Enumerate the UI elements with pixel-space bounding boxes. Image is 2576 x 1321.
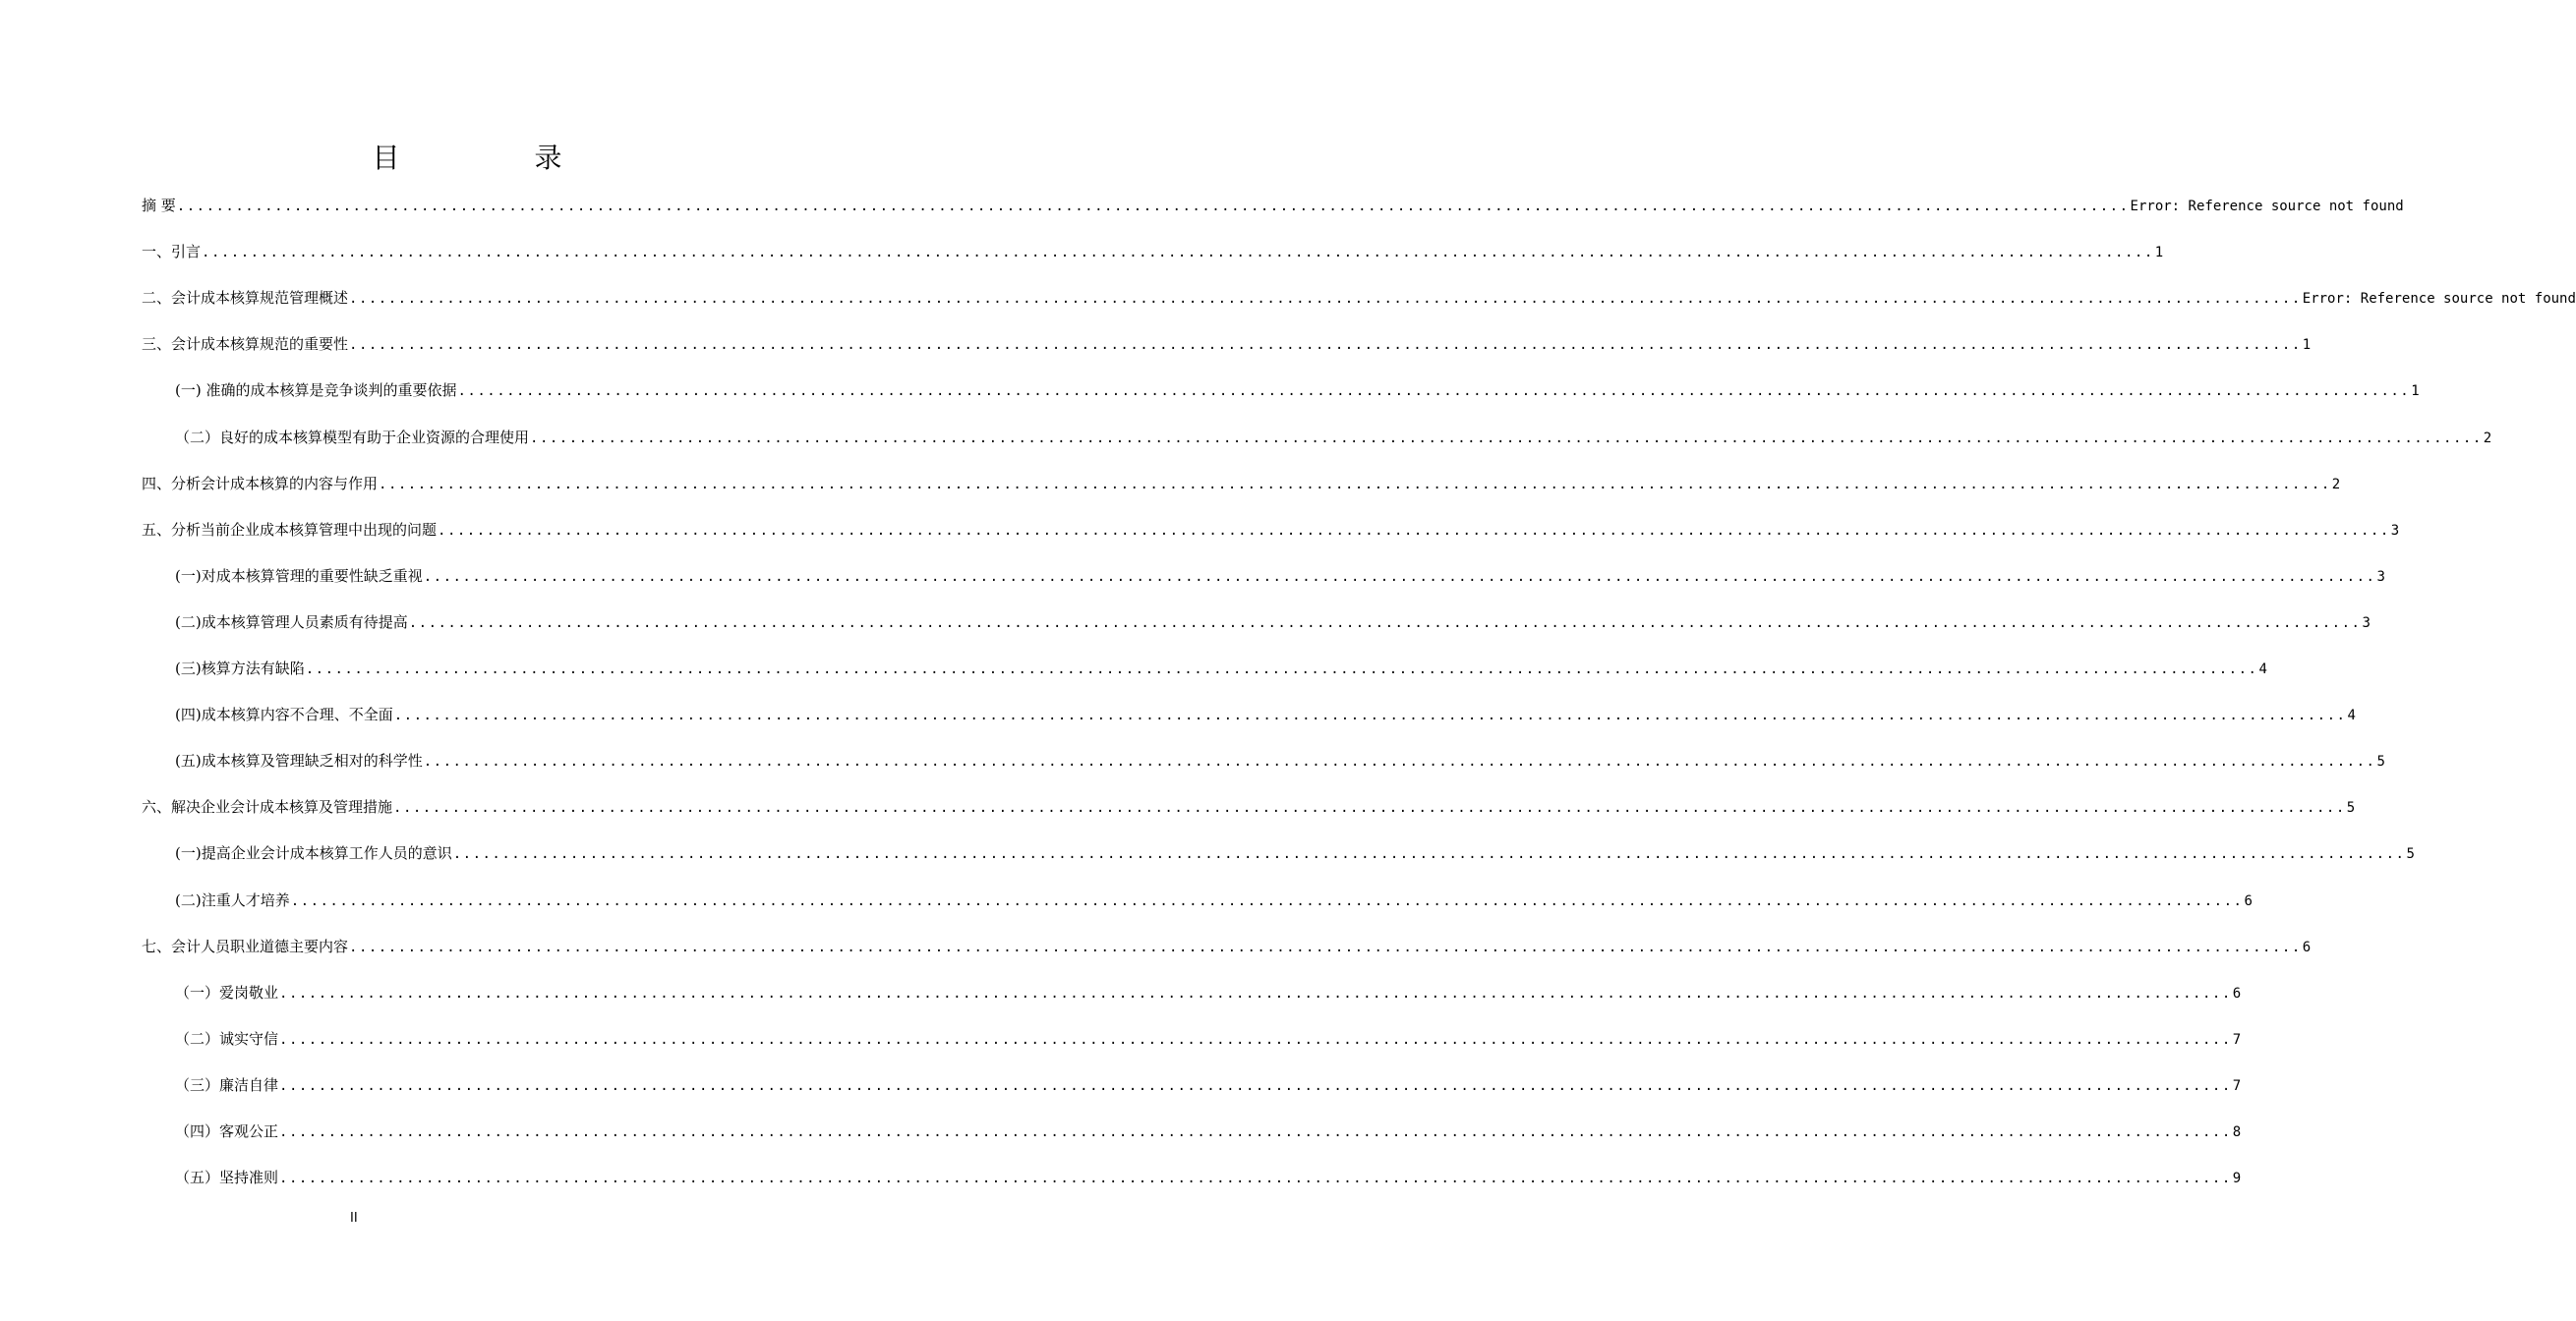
toc-entry-page: 6 bbox=[2244, 892, 2253, 909]
toc-entry-label: 七、会计人员职业道德主要内容 bbox=[142, 937, 349, 955]
toc-entry-page: 9 bbox=[2232, 1171, 2242, 1187]
toc-entry-page: 3 bbox=[2376, 568, 2385, 585]
toc-entry[interactable] bbox=[142, 794, 2356, 820]
toc-dot-leader: ........................................................................................................................................................................................................ bbox=[423, 754, 2376, 771]
toc-entry[interactable] bbox=[175, 980, 2242, 1005]
toc-entry[interactable] bbox=[175, 609, 2371, 635]
page-number-footer: II bbox=[350, 1211, 358, 1226]
toc-entry-label: (二)注重人才培养 bbox=[175, 890, 290, 909]
toc-entry-label: （二）良好的成本核算模型有助于企业资源的合理使用 bbox=[175, 428, 530, 446]
toc-entry-label: （三）廉洁自律 bbox=[175, 1075, 279, 1094]
toc-entry-label: （一）爱岗敬业 bbox=[175, 983, 279, 1002]
toc-dot-leader: ........................................................................................................................................................................................................ bbox=[279, 1077, 2232, 1094]
toc-entry-label: 六、解决企业会计成本核算及管理措施 bbox=[142, 798, 393, 817]
toc-entry-page: 7 bbox=[2232, 1031, 2242, 1048]
toc-dot-leader: ........................................................................................................................................................................................................ bbox=[349, 337, 2302, 354]
toc-entry[interactable] bbox=[175, 702, 2356, 727]
toc-entry-page: 2 bbox=[2331, 476, 2341, 492]
toc-entry[interactable] bbox=[142, 331, 2312, 357]
toc-entry[interactable] bbox=[175, 1026, 2242, 1052]
toc-entry[interactable] bbox=[142, 285, 2576, 311]
toc-entry[interactable] bbox=[175, 888, 2253, 913]
toc-entry-page: 4 bbox=[2347, 708, 2356, 724]
toc-entry[interactable] bbox=[175, 1165, 2242, 1190]
toc-title: 目 录 bbox=[372, 141, 625, 174]
toc-dot-leader: ........................................................................................................................................................................................................ bbox=[290, 892, 2244, 909]
toc-dot-leader: ........................................................................................................................................................................................................ bbox=[393, 800, 2346, 817]
toc-dot-leader: ........................................................................................................................................................................................................ bbox=[279, 985, 2232, 1002]
toc-entry-page: Error: Reference source not found bbox=[2130, 199, 2404, 214]
toc-entry[interactable] bbox=[175, 656, 2267, 681]
toc-entry-label: 二、会计成本核算规范管理概述 bbox=[142, 289, 349, 308]
toc-entry-label: 五、分析当前企业成本核算管理中出现的问题 bbox=[142, 520, 438, 539]
toc-entry-label: (一)对成本核算管理的重要性缺乏重视 bbox=[175, 566, 423, 585]
toc-entry-label: （二）诚实守信 bbox=[175, 1029, 279, 1048]
toc-dot-leader: ........................................................................................................................................................................................................ bbox=[530, 430, 2483, 446]
toc-entry-page: 5 bbox=[2406, 846, 2415, 863]
toc-entry-page: 1 bbox=[2154, 245, 2164, 261]
toc-entry-label: (一) 准确的成本核算是竞争谈判的重要依据 bbox=[175, 381, 457, 400]
toc-entry-label: 摘 要 bbox=[142, 197, 176, 214]
toc-dot-leader: ........................................................................................................................................................................................................ bbox=[279, 1171, 2232, 1187]
toc-entry-label: 三、会计成本核算规范的重要性 bbox=[142, 335, 349, 354]
toc-dot-leader: ........................................................................................................................................................................................................ bbox=[349, 939, 2302, 955]
toc-entry-page: 1 bbox=[2411, 383, 2420, 400]
toc-entry-label: 四、分析会计成本核算的内容与作用 bbox=[142, 474, 379, 492]
toc-entry-page: 4 bbox=[2258, 661, 2267, 677]
toc-entry[interactable] bbox=[175, 377, 2420, 403]
toc-dot-leader: ........................................................................................................................................................................................................ bbox=[176, 199, 2130, 214]
toc-entry[interactable] bbox=[175, 1119, 2242, 1144]
toc-entry-label: (五)成本核算及管理缺乏相对的科学性 bbox=[175, 752, 423, 771]
toc-entry-label: （四）客观公正 bbox=[175, 1122, 279, 1140]
toc-dot-leader: ........................................................................................................................................................................................................ bbox=[423, 568, 2376, 585]
toc-entry-label: (二)成本核算管理人员素质有待提高 bbox=[175, 612, 408, 631]
toc-entry-page: 6 bbox=[2302, 939, 2312, 955]
toc-dot-leader: ........................................................................................................................................................................................................ bbox=[202, 245, 2154, 261]
toc-entry[interactable] bbox=[142, 471, 2341, 496]
toc-entry-page: 3 bbox=[2362, 614, 2371, 631]
toc-dot-leader: ........................................................................................................................................................................................................ bbox=[305, 661, 2258, 677]
toc-dot-leader: ........................................................................................................................................................................................................ bbox=[349, 291, 2302, 308]
toc-entry-label: （五）坚持准则 bbox=[175, 1169, 279, 1187]
toc-dot-leader: ........................................................................................................................................................................................................ bbox=[279, 1031, 2232, 1048]
toc-entry-page: 8 bbox=[2232, 1124, 2242, 1140]
toc-dot-leader: ........................................................................................................................................................................................................ bbox=[452, 846, 2406, 863]
toc-dot-leader: ........................................................................................................................................................................................................ bbox=[408, 614, 2362, 631]
toc-entry-label: 一、引言 bbox=[142, 243, 202, 261]
toc-entry-label: (一)提高企业会计成本核算工作人员的意识 bbox=[175, 844, 452, 863]
toc-entry[interactable] bbox=[175, 748, 2385, 774]
toc-entry-page: 5 bbox=[2346, 800, 2356, 817]
toc-entry[interactable] bbox=[142, 934, 2312, 959]
toc-dot-leader: ........................................................................................................................................................................................................ bbox=[279, 1124, 2232, 1140]
toc-entry[interactable] bbox=[142, 239, 2164, 264]
toc-entry-page: 5 bbox=[2376, 754, 2385, 771]
toc-entry[interactable] bbox=[175, 563, 2385, 589]
toc-entry-page: 2 bbox=[2483, 430, 2492, 446]
toc-dot-leader: ........................................................................................................................................................................................................ bbox=[393, 708, 2347, 724]
toc-entry[interactable] bbox=[142, 193, 2404, 218]
toc-dot-leader: ........................................................................................................................................................................................................ bbox=[438, 522, 2390, 539]
toc-entry[interactable] bbox=[175, 425, 2492, 450]
toc-dot-leader: ........................................................................................................................................................................................................ bbox=[457, 383, 2411, 400]
toc-entry-label: (三)核算方法有缺陷 bbox=[175, 660, 305, 677]
toc-entry[interactable] bbox=[142, 517, 2400, 543]
toc-entry[interactable] bbox=[175, 1072, 2242, 1098]
toc-entry-page: 6 bbox=[2232, 985, 2242, 1002]
toc-dot-leader: ........................................................................................................................................................................................................ bbox=[379, 476, 2331, 492]
toc-entry-page: 3 bbox=[2390, 522, 2400, 539]
toc-entry-page: Error: Reference source not found bbox=[2302, 291, 2576, 308]
toc-entry-label: (四)成本核算内容不合理、不全面 bbox=[175, 706, 393, 724]
toc-entry[interactable] bbox=[175, 840, 2415, 866]
toc-entry-page: 7 bbox=[2232, 1077, 2242, 1094]
toc-entry-page: 1 bbox=[2302, 337, 2312, 354]
